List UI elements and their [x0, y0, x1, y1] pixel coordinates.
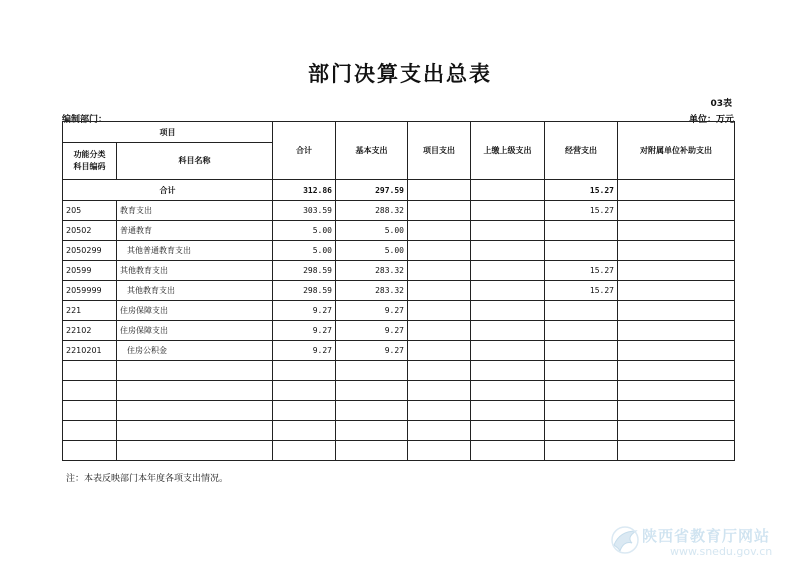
row-operating: [545, 221, 618, 241]
row-subsidy: [618, 421, 735, 441]
row-upper: [471, 421, 545, 441]
row-total: [273, 421, 336, 441]
row-upper: [471, 381, 545, 401]
row-code: 205: [63, 201, 117, 221]
row-upper: [471, 301, 545, 321]
row-subsidy: [618, 241, 735, 261]
row-project: [408, 221, 471, 241]
row-name: [117, 401, 273, 421]
row-project: [408, 241, 471, 261]
row-upper: [471, 281, 545, 301]
table-row: [63, 261, 735, 281]
row-basic: [336, 441, 408, 461]
row-operating: [545, 421, 618, 441]
row-operating: 15.27: [545, 201, 618, 221]
row-project: [408, 201, 471, 221]
row-basic: [336, 361, 408, 381]
row-code: [63, 381, 117, 401]
total-operating: 15.27: [545, 180, 618, 201]
row-operating: 15.27: [545, 281, 618, 301]
unit-label: 单位：万元: [688, 115, 734, 125]
dove-logo-icon: [610, 525, 640, 555]
row-name: 教育支出: [117, 201, 273, 221]
row-name: [117, 441, 273, 461]
row-basic: 283.32: [336, 261, 408, 281]
total-upper: [471, 180, 545, 201]
row-code: [63, 441, 117, 461]
row-code: 20502: [63, 221, 117, 241]
row-total: 9.27: [273, 321, 336, 341]
row-code: 221: [63, 301, 117, 321]
row-total: 5.00: [273, 221, 336, 241]
row-total: 9.27: [273, 301, 336, 321]
row-total: 303.59: [273, 201, 336, 221]
row-subsidy: [618, 281, 735, 301]
row-project: [408, 341, 471, 361]
row-total: 298.59: [273, 281, 336, 301]
row-basic: [336, 421, 408, 441]
header-row-top: [63, 122, 735, 143]
row-code: 2210201: [63, 341, 117, 361]
row-subsidy: [618, 441, 735, 461]
total-subsidy: [618, 180, 735, 201]
row-code: [63, 361, 117, 381]
table-row: [63, 421, 735, 441]
row-basic: [336, 401, 408, 421]
row-operating: [545, 401, 618, 421]
row-subsidy: [618, 401, 735, 421]
header-code-text: 功能分类 科目编码: [73, 150, 106, 171]
row-project: [408, 261, 471, 281]
row-name: [117, 361, 273, 381]
table-row: [63, 201, 735, 221]
row-code: [63, 401, 117, 421]
row-subsidy: [618, 321, 735, 341]
row-project: [408, 441, 471, 461]
row-operating: [545, 361, 618, 381]
row-name: 普通教育: [117, 221, 273, 241]
row-code: 2059999: [63, 281, 117, 301]
table-row: [63, 381, 735, 401]
row-upper: [471, 341, 545, 361]
table-row: [63, 301, 735, 321]
row-operating: [545, 241, 618, 261]
row-total: 9.27: [273, 341, 336, 361]
row-code: 2050299: [63, 241, 117, 261]
dept-label: 编制部门：: [62, 115, 108, 125]
row-name: 其他教育支出: [117, 261, 273, 281]
total-total: 312.86: [273, 180, 336, 201]
row-name: [117, 381, 273, 401]
total-basic: 297.59: [336, 180, 408, 201]
row-operating: [545, 381, 618, 401]
row-project: [408, 361, 471, 381]
table-row: [63, 401, 735, 421]
row-upper: [471, 241, 545, 261]
row-operating: 15.27: [545, 261, 618, 281]
table-row: [63, 341, 735, 361]
row-basic: 5.00: [336, 241, 408, 261]
row-project: [408, 381, 471, 401]
row-subsidy: [618, 361, 735, 381]
row-total: 298.59: [273, 261, 336, 281]
row-basic: 9.27: [336, 301, 408, 321]
row-basic: [336, 381, 408, 401]
total-row: [63, 180, 735, 201]
row-name: 住房公积金: [117, 341, 273, 361]
row-project: [408, 421, 471, 441]
footnote: 注：本表反映部门本年度各项支出情况。: [66, 474, 229, 484]
row-upper: [471, 361, 545, 381]
row-project: [408, 401, 471, 421]
row-basic: 9.27: [336, 341, 408, 361]
row-name: [117, 421, 273, 441]
row-name: 住房保障支出: [117, 321, 273, 341]
row-total: [273, 361, 336, 381]
table-row: [63, 361, 735, 381]
watermark-site-name: 陕西省教育厅网站: [642, 527, 771, 545]
row-code: [63, 421, 117, 441]
header-project: 项目支出: [408, 122, 471, 180]
row-subsidy: [618, 381, 735, 401]
watermark-url: www.snedu.gov.cn: [670, 545, 773, 558]
row-operating: [545, 441, 618, 461]
row-upper: [471, 261, 545, 281]
row-upper: [471, 321, 545, 341]
row-subsidy: [618, 261, 735, 281]
header-code: [63, 143, 117, 180]
row-operating: [545, 321, 618, 341]
row-name: 住房保障支出: [117, 301, 273, 321]
row-basic: 5.00: [336, 221, 408, 241]
table-id: 03表: [710, 99, 732, 109]
row-subsidy: [618, 341, 735, 361]
header-total: 合计: [273, 122, 336, 180]
header-name: 科目名称: [117, 143, 273, 180]
header-basic: 基本支出: [336, 122, 408, 180]
table-row: [63, 281, 735, 301]
row-upper: [471, 201, 545, 221]
row-total: [273, 401, 336, 421]
row-basic: 288.32: [336, 201, 408, 221]
row-code: 22102: [63, 321, 117, 341]
table-row: [63, 241, 735, 261]
expenditure-table: [62, 121, 735, 461]
row-project: [408, 281, 471, 301]
header-subsidy: 对附属单位补助支出: [618, 122, 735, 180]
row-total: [273, 441, 336, 461]
row-operating: [545, 341, 618, 361]
row-basic: 9.27: [336, 321, 408, 341]
row-total: 5.00: [273, 241, 336, 261]
total-label: 合计: [63, 180, 273, 201]
table-row: [63, 221, 735, 241]
header-upper: 上缴上级支出: [471, 122, 545, 180]
site-watermark: [610, 523, 790, 561]
row-total: [273, 381, 336, 401]
row-upper: [471, 221, 545, 241]
header-item: 项目: [63, 122, 273, 143]
row-project: [408, 321, 471, 341]
row-operating: [545, 301, 618, 321]
row-basic: 283.32: [336, 281, 408, 301]
row-subsidy: [618, 201, 735, 221]
total-project: [408, 180, 471, 201]
row-code: 20599: [63, 261, 117, 281]
table-row: [63, 321, 735, 341]
row-project: [408, 301, 471, 321]
row-name: 其他教育支出: [117, 281, 273, 301]
row-upper: [471, 401, 545, 421]
row-subsidy: [618, 301, 735, 321]
row-name: 其他普通教育支出: [117, 241, 273, 261]
table-row: [63, 441, 735, 461]
row-upper: [471, 441, 545, 461]
page-title: 部门决算支出总表: [308, 62, 492, 86]
header-operating: 经营支出: [545, 122, 618, 180]
row-subsidy: [618, 221, 735, 241]
